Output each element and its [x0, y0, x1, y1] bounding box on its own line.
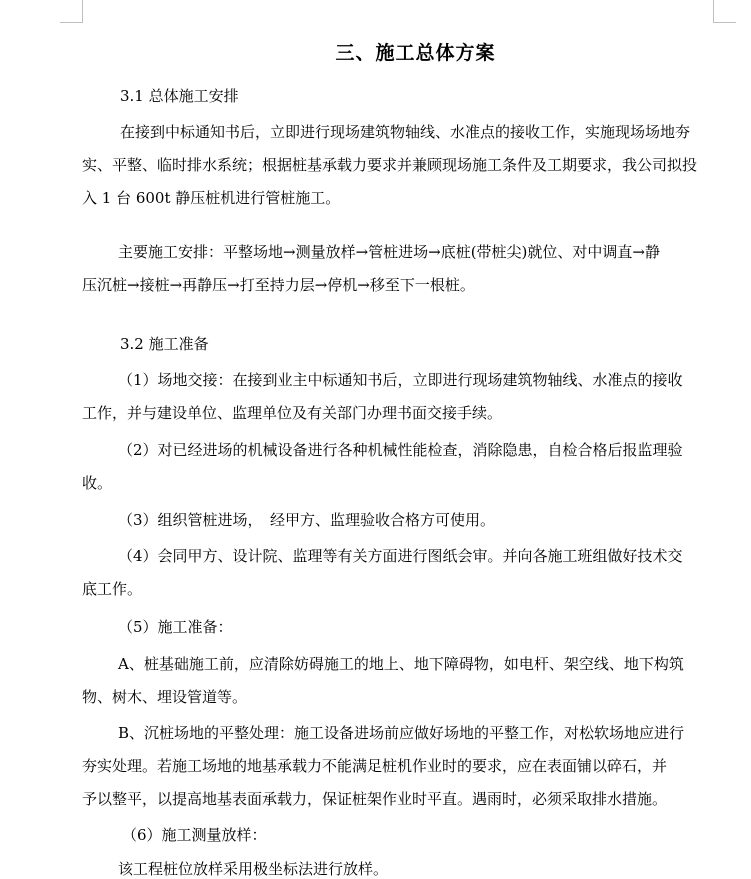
page-corner-marker-top-right: [713, 0, 736, 23]
list-item-line: 底工作。: [82, 580, 143, 598]
list-item-line: （4）会同甲方、设计院、监理等有关方面进行图纸会审。并向各施工班组做好技术交: [118, 547, 683, 565]
paragraph-line: 在接到中标通知书后，立即进行现场建筑物轴线、水准点的接收工作，实施现场场地夯: [120, 123, 691, 141]
list-item-line: 工作，并与建设单位、监理单位及有关部门办理书面交接手续。: [82, 404, 503, 422]
list-item-line: 夯实处理。若施工场地的地基承载力不能满足桩机作业时的要求，应在表面铺以碎石，并: [82, 757, 668, 775]
list-item-line: （6）施工测量放样：: [122, 826, 267, 844]
list-item-line: （3）组织管桩进场， 经甲方、监理验收合格方可使用。: [118, 511, 496, 529]
paragraph-line: 入 1 台 600t 静压桩机进行管桩施工。: [82, 189, 341, 207]
list-item-line: （2）对已经进场的机械设备进行各种机械性能检查，消除隐患，自检合格后报监理验: [118, 441, 683, 459]
section-heading-3-2: 3.2 施工准备: [120, 335, 209, 353]
section-heading-3-1: 3.1 总体施工安排: [120, 87, 239, 105]
list-item-line: A、桩基础施工前，应清除妨碍施工的地上、地下障碍物，如电杆、架空线、地下构筑: [118, 655, 684, 673]
paragraph-line: 压沉桩→接桩→再静压→打至持力层→停机→移至下一根桩。: [82, 276, 475, 294]
list-item-line: 收。: [82, 474, 113, 492]
list-item-line: 物、树木、埋设管道等。: [82, 688, 248, 706]
paragraph-line: 实、平整、临时排水系统；根据桩基承载力要求并兼顾现场施工条件及工期要求，我公司拟投: [82, 156, 698, 174]
page-corner-marker-top-left: [60, 0, 83, 23]
list-item-line: 该工程桩位放样采用极坐标法进行放样。: [118, 860, 389, 878]
list-item-line: （5）施工准备：: [118, 618, 233, 636]
list-item-line: （1）场地交接：在接到业主中标通知书后，立即进行现场建筑物轴线、水准点的接收: [118, 371, 683, 389]
paragraph-line: 主要施工安排：平整场地→测量放样→管桩进场→底桩(带桩尖)就位、对中调直→静: [118, 243, 660, 261]
page-title: 三、施工总体方案: [335, 42, 496, 64]
list-item-line: 予以整平，以提高地基表面承载力，保证桩架作业时平直。遇雨时，必须采取排水措施。: [82, 790, 668, 808]
list-item-line: B、沉桩场地的平整处理：施工设备进场前应做好场地的平整工作，对松软场地应进行: [118, 724, 685, 742]
